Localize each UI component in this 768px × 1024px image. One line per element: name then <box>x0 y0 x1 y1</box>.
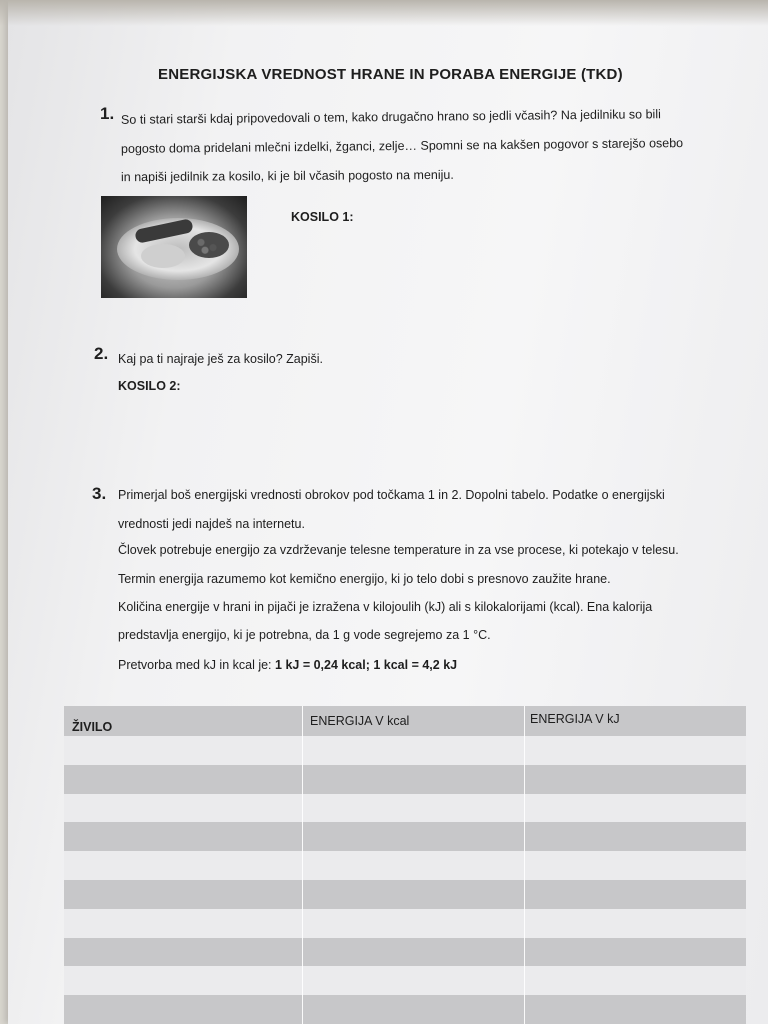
table-header-kcal: ENERGIJA V kcal <box>310 714 410 728</box>
table-row <box>64 765 746 795</box>
question-2-number: 2. <box>94 344 109 363</box>
table-row <box>64 909 746 939</box>
table-row <box>64 938 746 968</box>
question-3-line-1: Primerjal boš energijski vrednosti obrokov pod točkama 1 in 2. Dopolni tabelo. Podatke o energijski <box>118 488 665 502</box>
conversion-line <box>118 658 457 672</box>
question-1-line-1: So ti stari starši kdaj pripovedovali o tem, kako drugačno hrano so jedli včasih? Na jedilniku so bili <box>120 107 661 127</box>
question-3-line-2: vrednosti jedi najdeš na internetu. <box>118 517 305 531</box>
question-3-line-6: predstavlja energijo, ki je potrebna, da 1 g vode segrejemo za 1 °C. <box>118 628 491 642</box>
question-1-number: 1. <box>100 104 115 123</box>
table-header-kj: ENERGIJA V kJ <box>530 712 620 726</box>
table-row <box>64 736 746 766</box>
worksheet-page <box>8 0 768 1024</box>
question-1-line-3: in napiši jedilnik za kosilo, ki je bil včasih pogosto na meniju. <box>120 167 454 185</box>
table-row <box>64 794 746 824</box>
question-3-line-4: Termin energija razumemo kot kemično energijo, ki jo telo dobi s presnovo zaužite hrane. <box>118 572 611 586</box>
question-3-line-3: Človek potrebuje energijo za vzdrževanje telesne temperature in za vse procese, ki potekajo v telesu. <box>118 543 679 557</box>
question-3-number: 3. <box>92 484 107 503</box>
conversion-formula: 1 kJ = 0,24 kcal; 1 kcal = 4,2 kJ <box>275 658 458 672</box>
food-plate-photo <box>101 196 247 298</box>
table-row <box>64 995 746 1024</box>
table-column-divider <box>302 706 303 1024</box>
table-row <box>64 822 746 852</box>
table-row <box>64 880 746 910</box>
question-2-text: Kaj pa ti najraje ješ za kosilo? Zapiši. <box>118 352 323 366</box>
table-row <box>64 851 746 881</box>
page-title: ENERGIJSKA VREDNOST HRANE IN PORABA ENERGIJE (TKD) <box>158 66 623 83</box>
question-1-line-2: pogosto doma pridelani mlečni izdelki, žganci, zelje… Spomni se na kakšen pogovor s starejšo osebo <box>120 136 684 156</box>
kosilo-1-label: KOSILO 1: <box>291 210 354 224</box>
table-row <box>64 966 746 996</box>
question-3-line-5: Količina energije v hrani in pijači je izražena v kilojoulih (kJ) ali s kilokalorijami (kcal). Ena kalorija <box>118 600 653 614</box>
energy-table <box>64 706 746 1024</box>
table-header-zivilo: ŽIVILO <box>72 720 113 734</box>
kosilo-2-label: KOSILO 2: <box>118 379 181 393</box>
table-column-divider <box>524 706 525 1024</box>
conversion-prefix: Pretvorba med kJ in kcal je: <box>118 658 276 672</box>
